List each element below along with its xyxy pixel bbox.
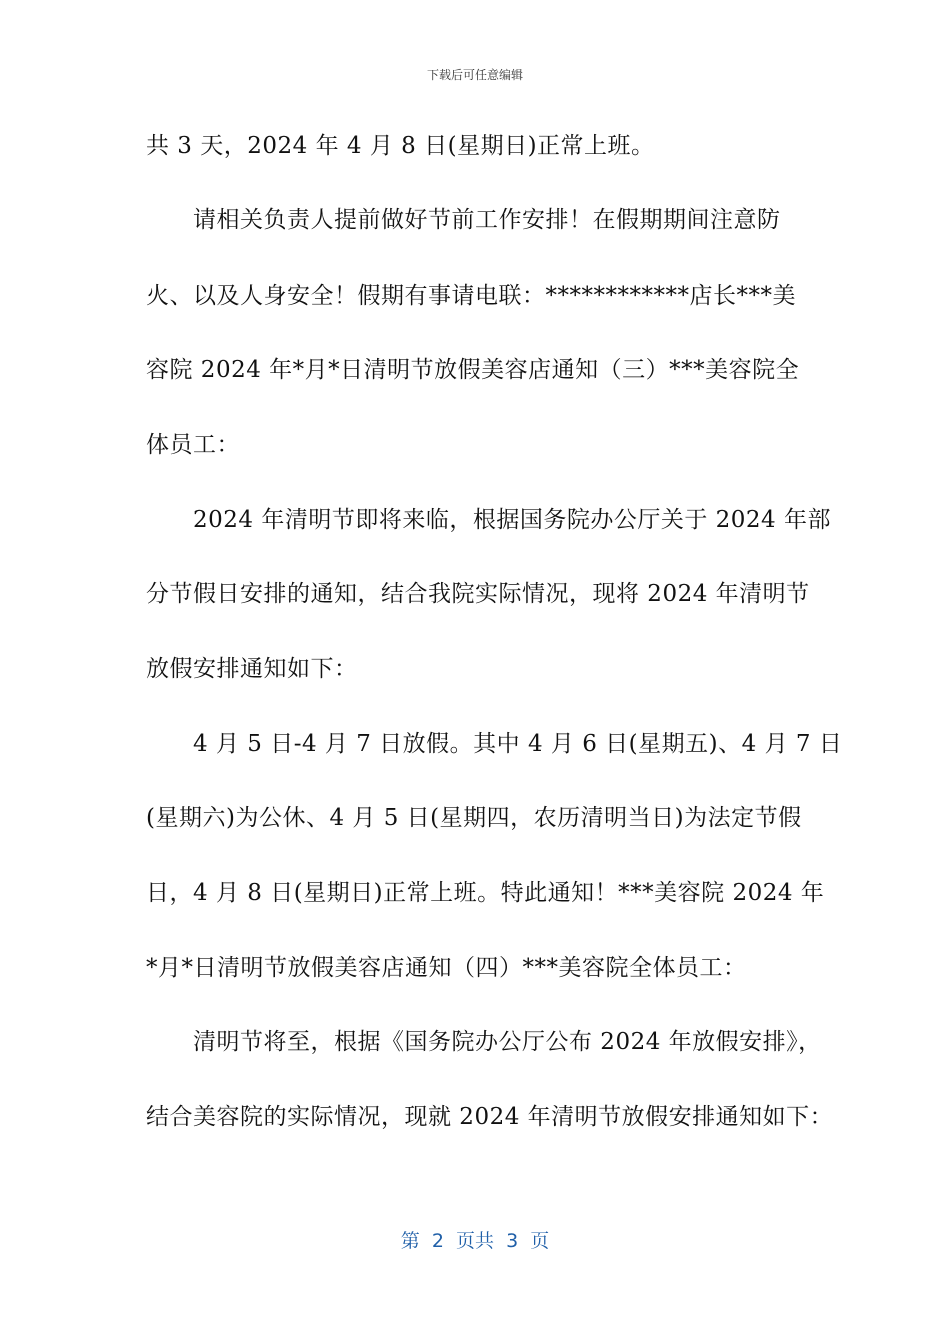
text-line-1: 共 3 天，2024 年 4 月 8 日(星期日)正常上班。: [146, 133, 655, 159]
text-line-3: 火、以及人身安全！假期有事请电联：************店长***美: [146, 283, 796, 309]
text-line-10: (星期六)为公休、4 月 5 日(星期四，农历清明当日)为法定节假: [146, 805, 802, 831]
page-header-note: 下载后可任意编辑: [426, 68, 523, 82]
text-line-6: 2024 年清明节即将来临，根据国务院办公厅关于 2024 年部: [193, 507, 831, 533]
text-line-7: 分节假日安排的通知，结合我院实际情况，现将 2024 年清明节: [146, 581, 810, 607]
text-line-13: 清明节将至，根据《国务院办公厅公布 2024 年放假安排》，: [193, 1029, 822, 1055]
text-line-5: 体员工：: [146, 432, 240, 458]
text-line-14: 结合美容院的实际情况，现就 2024 年清明节放假安排通知如下：: [146, 1104, 834, 1130]
text-line-12: *月*日清明节放假美容店通知（四）***美容院全体员工：: [146, 955, 747, 981]
text-line-11: 日，4 月 8 日(星期日)正常上班。特此通知！***美容院 2024 年: [146, 880, 825, 906]
text-line-4: 容院 2024 年*月*日清明节放假美容店通知（三）***美容院全: [146, 357, 800, 383]
text-line-2: 请相关负责人提前做好节前工作安排！在假期期间注意防: [193, 207, 781, 233]
text-line-9: 4 月 5 日-4 月 7 日放假。其中 4 月 6 日(星期五)、4 月 7 日: [193, 731, 843, 757]
text-line-8: 放假安排通知如下：: [146, 656, 358, 682]
page-number-footer: 第 2 页共 3 页: [400, 1230, 550, 1252]
